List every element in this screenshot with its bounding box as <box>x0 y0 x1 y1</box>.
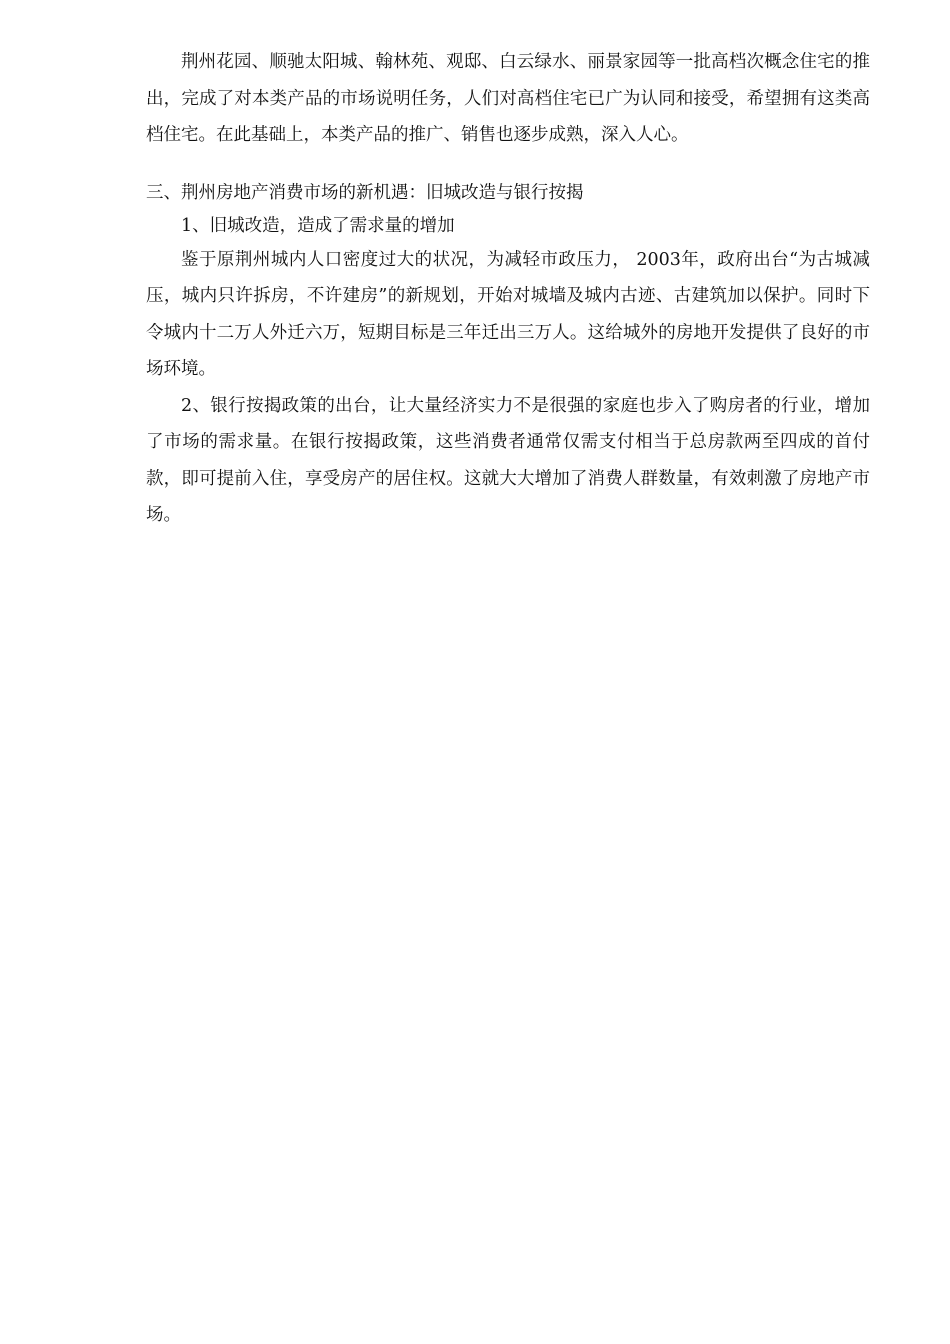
document-body <box>146 44 870 534</box>
section-heading: 三、荆州房地产消费市场的新机遇：旧城改造与银行按揭 <box>146 182 584 203</box>
subsection-1-title: 1、旧城改造，造成了需求量的增加 <box>181 215 455 236</box>
intro-paragraph: 荆州花园、顺驰太阳城、翰林苑、观邸、白云绿水、丽景家园等一批高档次概念住宅的推出，完成了对本类产品的市场说明任务，人们对高档住宅已广为认同和接受，希望拥有这类高档住宅。在此基础上，本类产品的推广、销售也逐步成熟，深入人心。 <box>146 52 870 145</box>
subsection-1-body: 鉴于原荆州城内人口密度过大的状况，为减轻市政压力， 2003年，政府出台“为古城减压，城内只许拆房，不许建房”的新规划，开始对城墙及城内古迹、古建筑加以保护。同时下令城内十二万人外迁六万，短期目标是三年迁出三万人。这给城外的房地开发提供了良好的市场环境。 <box>146 249 870 379</box>
subsection-2-body: 2、银行按揭政策的出台，让大量经济实力不是很强的家庭也步入了购房者的行业，增加了市场的需求量。在银行按揭政策，这些消费者通常仅需支付相当于总房款两至四成的首付款，即可提前入住，享受房产的居住权。这就大大增加了消费人群数量，有效刺激了房地产市场。 <box>146 395 870 525</box>
